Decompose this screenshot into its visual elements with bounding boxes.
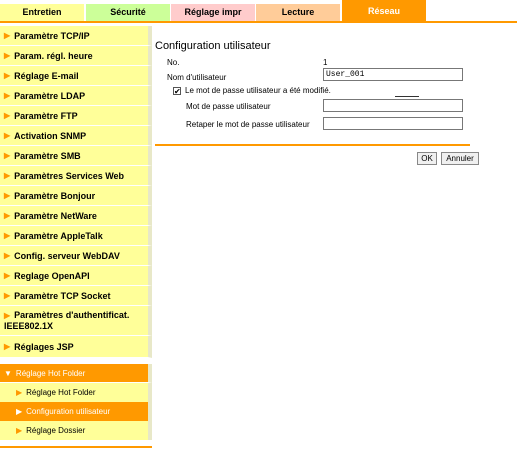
retype-password-input[interactable] (323, 117, 463, 130)
sidebar-item-label: Paramètre SMB (14, 150, 81, 161)
tab-reglage-impr[interactable] (171, 4, 255, 22)
sidebar-item-label: Paramètre Bonjour (14, 190, 96, 201)
no-value: 1 (323, 58, 328, 67)
sidebar-item-netware[interactable] (0, 206, 152, 226)
check-icon: ✔ (174, 87, 181, 96)
sidebar-item-snmp[interactable] (0, 126, 152, 146)
password-changed-label: Le mot de passe utilisateur a été modifié. (185, 86, 331, 95)
sidebar-bottom-rule (0, 446, 152, 448)
page-title: Configuration utilisateur (155, 40, 271, 52)
tab-lecture[interactable] (256, 4, 340, 22)
arrow-right-icon: ▶ (4, 342, 11, 351)
arrow-right-icon: ▶ (4, 51, 11, 60)
sidebar-item-tcp-socket[interactable] (0, 286, 152, 306)
sidebar-item-webdav[interactable] (0, 246, 152, 266)
arrow-right-icon: ▶ (4, 151, 11, 160)
sidebar-item-label: Activation SNMP (14, 130, 87, 141)
tab-underline (0, 21, 517, 23)
arrow-right-icon: ▶ (16, 426, 23, 435)
sidebar-item-smb[interactable] (0, 146, 152, 166)
sidebar-item-heure[interactable] (0, 46, 152, 66)
password-input[interactable] (323, 99, 463, 112)
arrow-right-icon: ▶ (4, 71, 11, 80)
username-label: Nom d'utilisateur (167, 73, 227, 82)
sidebar-item-label: Paramètres Services Web (14, 170, 125, 181)
sidebar-subitem-label: Configuration utilisateur (26, 407, 111, 416)
arrow-right-icon: ▶ (4, 251, 11, 260)
tab-label: Sécurité (110, 7, 146, 17)
sidebar-item-label: Paramètre FTP (14, 110, 78, 121)
arrow-right-icon: ▶ (4, 91, 11, 100)
tab-label: Réglage impr (184, 7, 242, 17)
sidebar-item-tcpip[interactable] (0, 26, 152, 46)
divider (395, 96, 419, 97)
sidebar-item-label: Reglage OpenAPI (14, 270, 90, 281)
sidebar-item-label: Paramètre AppleTalk (14, 230, 103, 241)
password-label: Mot de passe utilisateur (186, 102, 271, 111)
sidebar-item-ldap[interactable] (0, 86, 152, 106)
sidebar (0, 26, 152, 448)
arrow-right-icon: ▶ (4, 31, 11, 40)
sidebar-item-services-web[interactable] (0, 166, 152, 186)
sidebar-subitem-dossier[interactable] (0, 421, 152, 440)
sidebar-item-email[interactable] (0, 66, 152, 86)
top-tab-bar (0, 0, 517, 22)
sidebar-item-label: Paramètre NetWare (14, 210, 97, 221)
sidebar-subitem-label: Réglage Dossier (26, 426, 86, 435)
arrow-down-icon: ▼ (4, 368, 12, 378)
arrow-right-icon: ▶ (4, 271, 11, 280)
sidebar-item-label: Réglage E-mail (14, 70, 79, 81)
arrow-right-icon: ▶ (4, 171, 11, 180)
sidebar-item-appletalk[interactable] (0, 226, 152, 246)
sidebar-item-ieee8021x[interactable] (0, 306, 152, 336)
sidebar-item-ftp[interactable] (0, 106, 152, 126)
sidebar-item-hot-folder-expanded[interactable] (0, 364, 152, 383)
username-input[interactable] (323, 68, 463, 81)
sidebar-item-label: Param. régl. heure (14, 50, 93, 61)
retype-password-label: Retaper le mot de passe utilisateur (186, 120, 310, 129)
arrow-right-icon: ▶ (4, 111, 11, 120)
ok-button[interactable]: OK (417, 152, 437, 165)
arrow-right-icon: ▶ (4, 311, 11, 320)
sidebar-subitem-label: Réglage Hot Folder (26, 388, 96, 397)
sidebar-item-jsp[interactable] (0, 336, 152, 358)
tab-label: Réseau (367, 6, 401, 16)
sidebar-item-label: Réglage Hot Folder (15, 368, 86, 378)
sidebar-subitem-configuration-utilisateur[interactable] (0, 402, 152, 421)
tab-label: Lecture (281, 7, 315, 17)
arrow-right-icon: ▶ (4, 231, 11, 240)
arrow-right-icon: ▶ (16, 407, 23, 416)
sidebar-item-label: Config. serveur WebDAV (14, 250, 120, 261)
sidebar-item-label: Réglages JSP (14, 341, 74, 352)
arrow-right-icon: ▶ (4, 211, 11, 220)
content-rule (155, 144, 470, 146)
tab-entretien[interactable] (0, 4, 84, 22)
sidebar-item-label: Paramètre TCP/IP (14, 30, 90, 41)
password-changed-checkbox[interactable] (173, 87, 181, 95)
arrow-right-icon: ▶ (16, 388, 23, 397)
arrow-right-icon: ▶ (4, 131, 11, 140)
arrow-right-icon: ▶ (4, 291, 11, 300)
arrow-right-icon: ▶ (4, 191, 11, 200)
sidebar-item-bonjour[interactable] (0, 186, 152, 206)
tab-reseau[interactable] (342, 0, 426, 22)
tab-label: Entretien (22, 7, 62, 17)
cancel-button[interactable]: Annuler (441, 152, 479, 165)
sidebar-item-label: Paramètre TCP Socket (14, 290, 111, 301)
no-label: No. (167, 58, 180, 67)
sidebar-subitem-hot-folder[interactable] (0, 383, 152, 402)
sidebar-item-label: Paramètre LDAP (14, 90, 86, 101)
sidebar-item-label: Paramètres d'authentificat. IEEE802.1X (4, 310, 130, 331)
sidebar-item-openapi[interactable] (0, 266, 152, 286)
tab-securite[interactable] (86, 4, 170, 22)
